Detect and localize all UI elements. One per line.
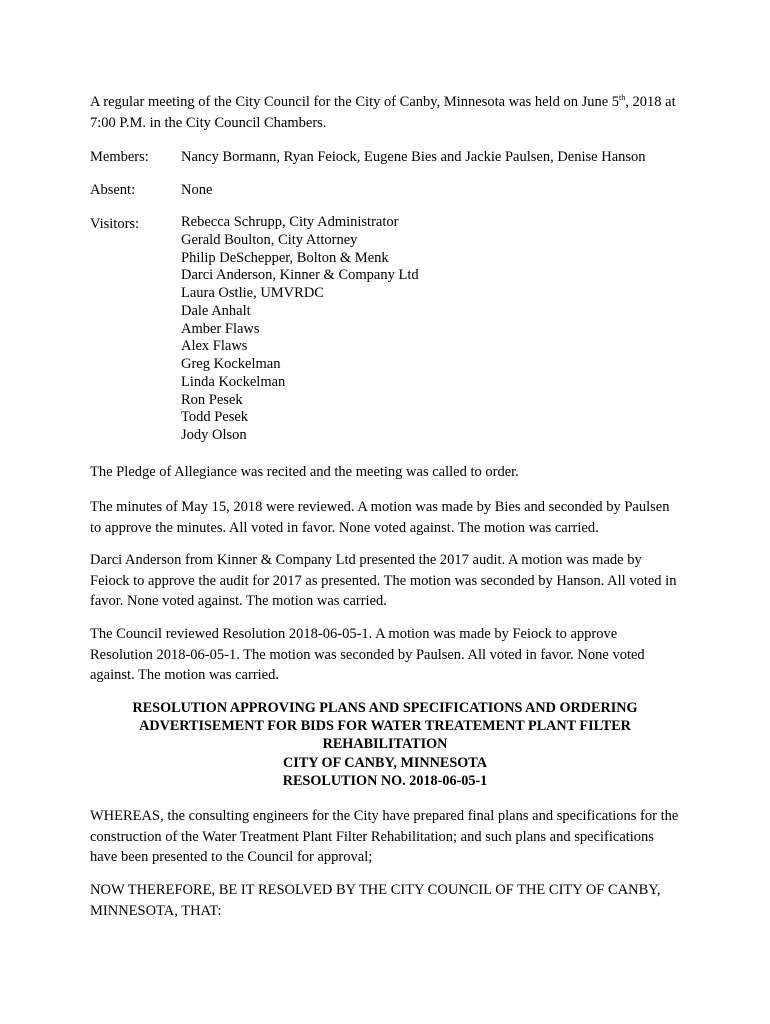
- visitor-item: Philip DeSchepper, Bolton & Menk: [181, 249, 389, 266]
- resolution-number: RESOLUTION NO. 2018-06-05-1: [282, 772, 488, 789]
- intro-paragraph: [90, 92, 680, 133]
- visitor-item: Alex Flaws: [181, 338, 248, 355]
- intro-text: A regular meeting of the City Council for the City of Canby, Minnesota was held on June 5: [90, 94, 620, 110]
- audit-paragraph: Darci Anderson from Kinner & Company Ltd presented the 2017 audit. A motion was made by Feiock to approve the audit for 2017 as presented. The motion was seconded by Hanson. All voted in favor. None voted against. The motion was carried.: [90, 552, 677, 609]
- members-label: Members:: [90, 149, 149, 165]
- visitor-item: Darci Anderson, Kinner & Company Ltd: [181, 267, 419, 284]
- resolution-heading-city: CITY OF CANBY, MINNESOTA: [283, 754, 487, 771]
- visitor-item: Greg Kockelman: [181, 356, 281, 372]
- visitor-item: Jody Olson: [181, 427, 247, 443]
- resolution-heading-line: RESOLUTION APPROVING PLANS AND SPECIFICATIONS AND ORDERING: [132, 700, 638, 716]
- resolution-review-paragraph: The Council reviewed Resolution 2018-06-05-1. A motion was made by Feiock to approve Resolution 2018-06-05-1. The motion was seconded by Paulsen. All voted in favor. None voted against. The motion was carried.: [90, 626, 645, 683]
- resolution-heading: [90, 699, 680, 790]
- visitor-list: [181, 214, 419, 445]
- absent-value: None: [181, 182, 213, 198]
- visitor-item: Laura Ostlie, UMVRDC: [181, 285, 324, 301]
- resolution-heading-line: REHABILITATION: [322, 736, 448, 753]
- date-superscript: th: [619, 93, 626, 103]
- visitor-item: Todd Pesek: [181, 409, 249, 426]
- visitor-item: Dale Anhalt: [181, 302, 251, 319]
- now-therefore-paragraph: NOW THEREFORE, BE IT RESOLVED BY THE CITY COUNCIL OF THE CITY OF CANBY, MINNESOTA, THAT:: [90, 882, 661, 919]
- visitor-item: Linda Kockelman: [181, 373, 286, 390]
- resolution-heading-line: ADVERTISEMENT FOR BIDS FOR WATER TREATEMENT PLANT FILTER: [139, 718, 631, 735]
- members-value: Nancy Bormann, Ryan Feiock, Eugene Bies and Jackie Paulsen, Denise Hanson: [181, 149, 646, 165]
- visitor-item: Amber Flaws: [181, 320, 260, 337]
- visitor-item: Ron Pesek: [181, 391, 243, 408]
- visitor-item: Rebecca Schrupp, City Administrator: [181, 214, 399, 230]
- minutes-paragraph: The minutes of May 15, 2018 were reviewed. A motion was made by Bies and seconded by Paulsen to approve the minutes. All voted in favor. None voted against. The motion was carried.: [90, 499, 670, 536]
- visitors-label: Visitors:: [90, 216, 140, 232]
- whereas-paragraph: WHEREAS, the consulting engineers for the City have prepared final plans and specifications for the construction of the Water Treatment Plant Filter Rehabilitation; and such plans and specifications have been presented to the Council for approval;: [90, 808, 679, 865]
- visitor-item: Gerald Boulton, City Attorney: [181, 231, 358, 248]
- intro-text-end: , 2018 at 7:00 P.M. in the City Council Chambers.: [90, 94, 676, 131]
- pledge-paragraph: The Pledge of Allegiance was recited and the meeting was called to order.: [90, 464, 519, 480]
- absent-label: Absent:: [90, 182, 136, 198]
